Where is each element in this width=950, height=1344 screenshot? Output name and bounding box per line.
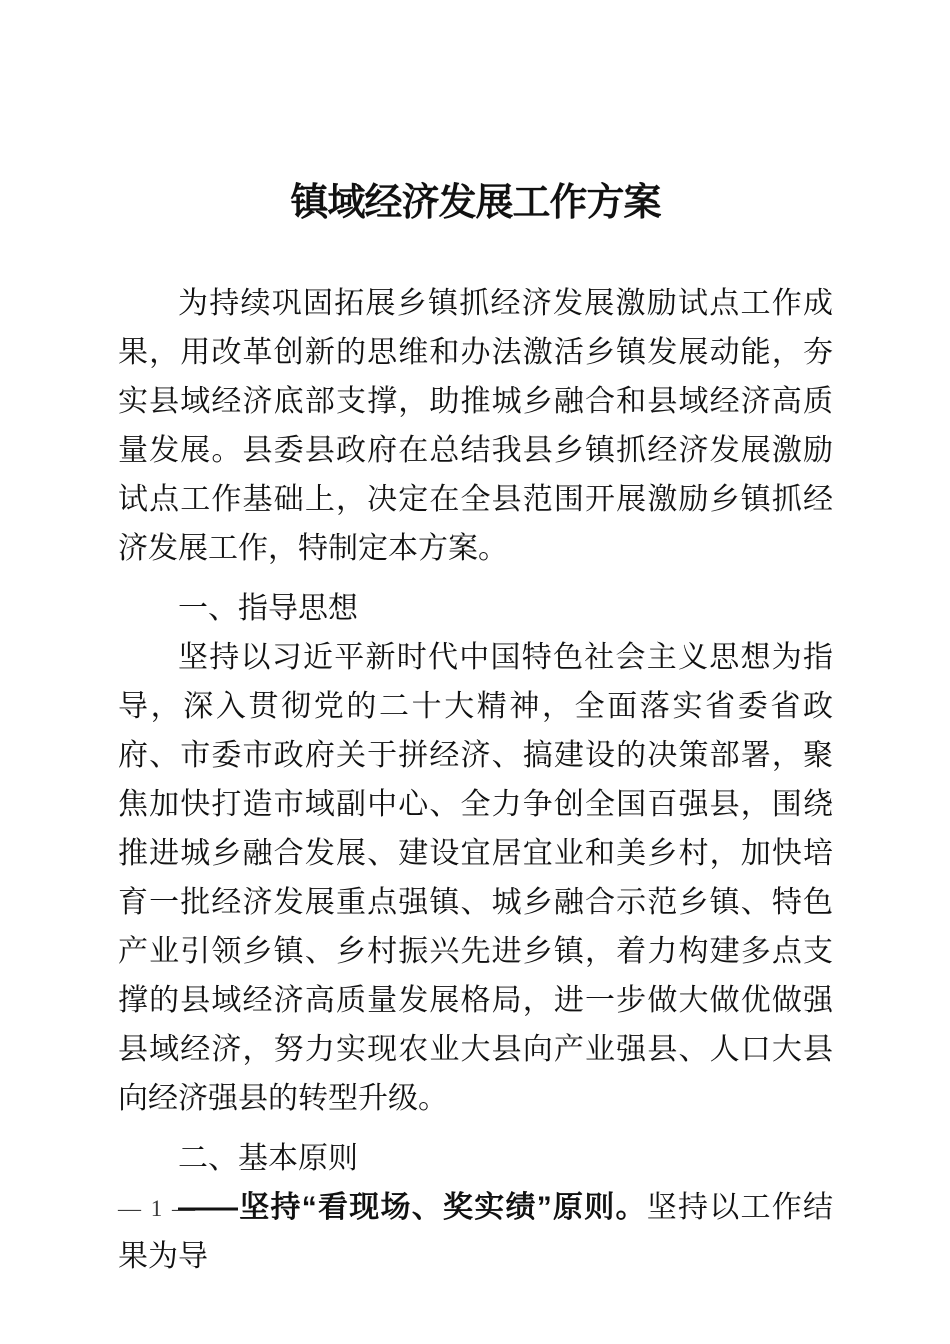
paragraph: 为持续巩固拓展乡镇抓经济发展激励试点工作成果，用改革创新的思维和办法激活乡镇发展动能，夯实县域经济底部支撑，助推城乡融合和县域经济高质量发展。县委县政府在总结我县乡镇抓经济发展激励试点工作基础上，决定在全县范围开展激励乡镇抓经济发展工作，特制定本方案。	[118, 287, 833, 565]
paragraph: ——坚持“看现场、奖实绩”原则。坚持以工作结果为导	[118, 1191, 833, 1273]
document-body	[118, 279, 833, 1281]
page-number: — 1 —	[118, 1196, 197, 1221]
paragraph-bold-lead: ——坚持“看现场、奖实绩”原则。	[178, 1191, 647, 1224]
section-heading: 一、指导思想	[178, 592, 358, 625]
paragraph: 坚持以习近平新时代中国特色社会主义思想为指导，深入贯彻党的二十大精神，全面落实省委省政府、市委市政府关于拼经济、搞建设的决策部署，聚焦加快打造市域副中心、全力争创全国百强县，围绕推进城乡融合发展、建设宜居宜业和美乡村，加快培育一批经济发展重点强镇、城乡融合示范乡镇、特色产业引领乡镇、乡村振兴先进乡镇，着力构建多点支撑的县域经济高质量发展格局，进一步做大做优做强县域经济，努力实现农业大县向产业强县、人口大县向经济强县的转型升级。	[118, 641, 833, 1115]
document-title: 镇域经济发展工作方案	[290, 182, 661, 224]
section-heading: 二、基本原则	[178, 1142, 358, 1175]
